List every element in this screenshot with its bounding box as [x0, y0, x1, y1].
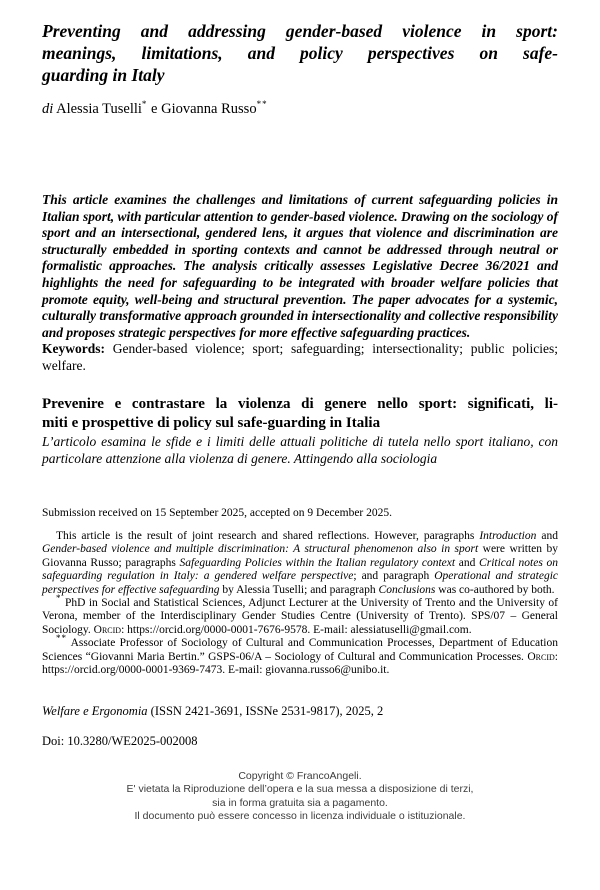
footnote-1-marker: *	[56, 593, 62, 604]
paper-title	[42, 20, 558, 86]
italian-title-line: Prevenire e contrastare la violenza di genere nello sport: significati, li-	[42, 395, 558, 412]
italian-title-line: miti e prospettive di policy sul safe-guarding in Italia	[42, 414, 381, 431]
footnote-2-marker: **	[56, 633, 67, 644]
footnote-author-1: * PhD in Social and Statistical Sciences, Adjunct Lecturer at the University of Trento and the University of Verona, member of the Interdisciplinary Gender Studies Centre (University of Trento). SPS/07 – General Sociology. Orcid: https://orcid.org/0000-0001-7676-9578. E-mail: alessiatuselli@gmail.com.	[42, 593, 558, 636]
journal-name: Welfare e Ergonomia	[42, 703, 148, 718]
journal-info	[42, 704, 558, 719]
byline-conjunction: e	[151, 101, 158, 117]
italian-title	[42, 395, 558, 433]
footnotes-block	[42, 530, 558, 677]
abstract-english: This article examines the challenges and limitations of current safeguarding policies in Italian sport, with particular attention to gender-based violence. Drawing on the sociology of sport and an intersectional, gendered lens, it argues that violence and discrimination are structurally embedded in sporting contexts and cannot be addressed through neutral or formalistic approaches. The analysis critically assesses Legislative Decree 36/2021 and highlights the need for safeguarding to be integrated with broader welfare policies that promote equity, well-being and structural prevention. The paper advocates for a systemic, culturally transformative approach grounded in intersectionality and collective responsibility and proposes strategic perspectives for more effective safeguarding practices.	[42, 192, 559, 340]
paper-title-line: guarding in Italy	[42, 65, 165, 85]
keywords-text: Gender-based violence; sport; safeguarding; intersectionality; public policies; welfare.	[42, 341, 558, 373]
author-name-1: Alessia Tuselli	[56, 101, 142, 117]
footer-line: sia in forma gratuita sia a pagamento.	[212, 796, 388, 809]
footer-line: Il documento può essere concesso in licenza individuale o istituzionale.	[134, 810, 466, 822]
footnote-author-2: ** Associate Professor of Sociology of Cultural and Communication Processes, Department of Education Sciences “Giovanni Maria Bertin.” GSPS-06/A – Sociology of Cultural and Communication Processes. Orcid: https://orcid.org/0000-0001-9369-7473. E-mail: giovanna.russo6@unibo.it.	[42, 633, 558, 677]
submission-note: Submission received on 15 September 2025, accepted on 9 December 2025.	[42, 506, 393, 519]
footer-line: Copyright © FrancoAngeli.	[238, 769, 362, 782]
author-name-2: Giovanna Russo	[161, 101, 257, 117]
keywords-label: Keywords:	[42, 341, 105, 357]
byline	[42, 100, 558, 118]
author-1-footnote-marker: *	[141, 99, 148, 110]
paper-title-line: Preventing and addressing gender-based violence in sport:	[42, 21, 558, 41]
paper-title-line: meanings, limitations, and policy perspectives on safe-	[42, 43, 558, 63]
doi-line: Doi: 10.3280/WE2025-002008	[42, 733, 198, 748]
author-2-footnote-marker: **	[256, 99, 268, 110]
abstract-italian: L’articolo esamina le sfide e i limiti delle attuali politiche di tutela nello sport italiano, con particolare attenzione alla violenza di genere. Attingendo alla sociologia	[42, 433, 558, 466]
footnote-attribution: This article is the result of joint research and shared reflections. However, paragraphs Introduction and Gender-based violence and multiple discrimination: A structural phenomenon also in sport were written by Giovanna Russo; paragraphs Safeguarding Policies within the Italian regulatory context and Critical notes on safeguarding regulation in Italy: a gendered welfare perspective; and paragraph Operational and strategic perspectives for effective safeguarding by Alessia Tuselli; and paragraph Conclusions was co-authored by both.	[42, 530, 558, 596]
keywords	[42, 341, 558, 374]
copyright-footer	[42, 770, 558, 824]
footer-line: E' vietata la Riproduzione dell’opera e la sua messa a disposizione di terzi,	[126, 783, 474, 795]
byline-prefix: di	[42, 101, 54, 117]
journal-issn: (ISSN 2421-3691, ISSNe 2531-9817), 2025, 2	[147, 703, 384, 718]
